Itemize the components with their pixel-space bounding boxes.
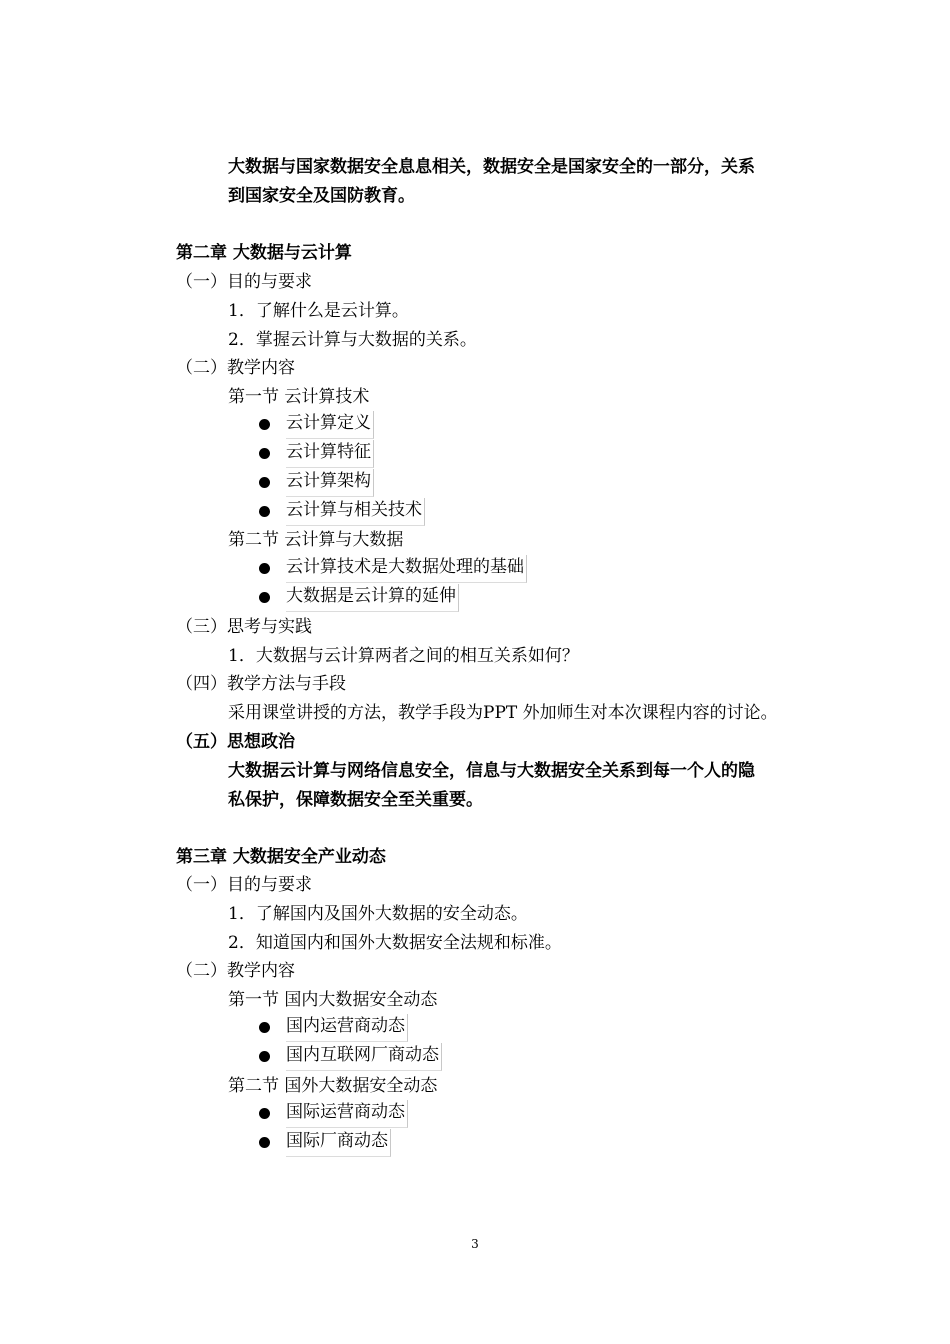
bullet-icon bbox=[259, 477, 270, 488]
bullet-icon bbox=[259, 592, 270, 603]
bullet-item: 云计算架构 bbox=[286, 469, 374, 497]
ch3-section-1-title: 第一节 国内大数据安全动态 bbox=[228, 990, 438, 1010]
ch3-section-content-label: （二）教学内容 bbox=[176, 961, 295, 981]
bullet-icon bbox=[259, 1022, 270, 1033]
ch2-section-1-title: 第一节 云计算技术 bbox=[228, 387, 370, 407]
ch3-goal-item: 2．知道国内和国外大数据安全法规和标准。 bbox=[228, 933, 562, 953]
bullet-icon bbox=[259, 1051, 270, 1062]
bullet-item: 大数据是云计算的延伸 bbox=[286, 584, 459, 612]
ch2-goal-item: 2．掌握云计算与大数据的关系。 bbox=[228, 330, 477, 350]
bullet-item: 云计算技术是大数据处理的基础 bbox=[286, 555, 527, 583]
ch3-section-2-title: 第二节 国外大数据安全动态 bbox=[228, 1076, 438, 1096]
ch2-goal-item: 1．了解什么是云计算。 bbox=[228, 301, 409, 321]
ch2-politics-line-1: 大数据云计算与网络信息安全，信息与大数据安全关系到每一个人的隐 bbox=[228, 761, 755, 781]
ch3-goal-item: 1．了解国内及国外大数据的安全动态。 bbox=[228, 904, 528, 924]
bullet-item: 国际厂商动态 bbox=[286, 1129, 391, 1157]
bullet-item: 国内互联网厂商动态 bbox=[286, 1043, 442, 1071]
bullet-icon bbox=[259, 506, 270, 517]
chapter-2-title: 第二章 大数据与云计算 bbox=[176, 243, 352, 263]
ch3-section-goals-label: （一）目的与要求 bbox=[176, 875, 312, 895]
ch2-section-politics-label: （五）思想政治 bbox=[176, 732, 295, 752]
chapter-3-title: 第三章 大数据安全产业动态 bbox=[176, 847, 386, 867]
ch2-section-goals-label: （一）目的与要求 bbox=[176, 272, 312, 292]
bullet-item: 云计算定义 bbox=[286, 411, 374, 439]
bullet-item: 国际运营商动态 bbox=[286, 1100, 408, 1128]
bullet-icon bbox=[259, 1137, 270, 1148]
bullet-item: 云计算特征 bbox=[286, 440, 374, 468]
intro-line-1: 大数据与国家数据安全息息相关，数据安全是国家安全的一部分，关系 bbox=[228, 157, 755, 177]
bullet-icon bbox=[259, 448, 270, 459]
bullet-item: 云计算与相关技术 bbox=[286, 498, 425, 526]
ch2-methods-text: 采用课堂讲授的方法，教学手段为PPT 外加师生对本次课程内容的讨论。 bbox=[228, 703, 778, 723]
intro-line-2: 到国家安全及国防教育。 bbox=[228, 186, 415, 206]
bullet-item: 国内运营商动态 bbox=[286, 1014, 408, 1042]
ch2-section-thinking-label: （三）思考与实践 bbox=[176, 617, 312, 637]
ch2-section-methods-label: （四）教学方法与手段 bbox=[176, 674, 346, 694]
ch2-section-2-title: 第二节 云计算与大数据 bbox=[228, 530, 404, 550]
page-number: 3 bbox=[471, 1237, 479, 1251]
bullet-icon bbox=[259, 563, 270, 574]
bullet-icon bbox=[259, 419, 270, 430]
ch2-thinking-item: 1．大数据与云计算两者之间的相互关系如何？ bbox=[228, 646, 579, 666]
ch2-section-content-label: （二）教学内容 bbox=[176, 358, 295, 378]
ch2-politics-line-2: 私保护，保障数据安全至关重要。 bbox=[228, 790, 483, 810]
bullet-icon bbox=[259, 1108, 270, 1119]
